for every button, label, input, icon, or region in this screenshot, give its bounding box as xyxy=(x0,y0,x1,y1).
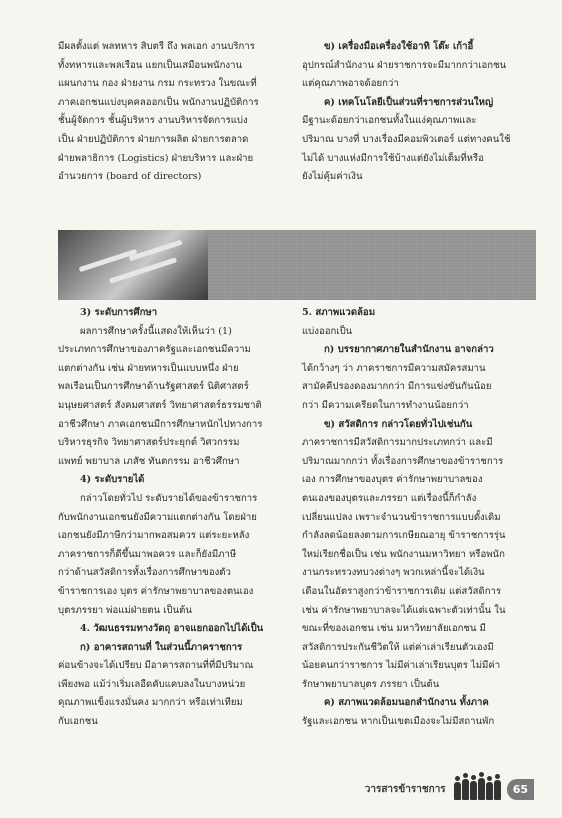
text-line: เดือนในอัตราสูงกว่าข้าราชการเดิม แต่สวัสดิการ xyxy=(302,585,502,597)
text-line: ผลการศึกษาครั้งนี้แสดงให้เห็นว่า (1) xyxy=(80,325,232,337)
photo-band xyxy=(58,230,536,300)
text-line: เอง การศึกษาของบุตร ค่ารักษาพยาบาลของ xyxy=(302,474,483,486)
item-a-line: ก) บรรยากาศภายในสำนักงาน อาจกล่าว xyxy=(324,344,494,356)
section-heading: 3) ระดับการศึกษา xyxy=(80,307,158,318)
text-line: ทั้งทหารและพลเรือน แยกเป็นเสมือนพนักงาน xyxy=(58,59,243,71)
text-line: แต่คุณภาพอาจด้อยกว่า xyxy=(302,78,399,90)
text-line: ขณะที่ของเอกชน เช่น มหาวิทยาลัยเอกชน มี xyxy=(302,623,486,635)
text-line: อุปกรณ์สำนักงาน ฝ่ายราชการจะมีมากกว่าเอกชน xyxy=(302,59,507,71)
text-line: เป็น ฝ่ายปฏิบัติการ ฝ่ายการผลิต ฝ่ายการตลาด xyxy=(58,133,249,145)
text-line: กับพนักงานเอกชนยังมีความแตกต่างกัน โดยฝ่าย xyxy=(58,511,257,523)
text-line: น้อยคนกว่าราชการ ไม่มีค่าเล่าเรียนบุตร ไม่มีค่า xyxy=(302,660,501,672)
text-line: ปริมาณ บางที่ บางเรื่องมีคอมพิวเตอร์ แต่ทางคนใช้ xyxy=(302,133,511,145)
text-line: สวัสดิการประกันชีวิตให้ แต่ค่าเล่าเรียนตัวเองมี xyxy=(302,641,494,653)
journal-name: วารสารข้าราชการ xyxy=(364,783,446,795)
page-number: 65 xyxy=(507,779,534,800)
text-line: อำนวยการ (board of directors) xyxy=(58,171,202,183)
item-c-line: ค) เทคโนโลยีเป็นส่วนที่ราชการส่วนใหญ่ xyxy=(324,96,494,108)
text-line: ค่อนข้างจะได้เปรียบ มีอาคารสถานที่ที่มีปริมาณ xyxy=(58,660,254,672)
bottom-left-column xyxy=(58,304,290,732)
hands-photo xyxy=(58,230,208,300)
text-line: กำลังลดน้อยลงตามการเกษียณอายุ ข้าราชการรุ่น xyxy=(302,530,506,542)
text-line: ชั้นผู้จัดการ ชั้นผู้บริหาร งานบริหารจัดการแบ่ง xyxy=(58,115,248,127)
text-line: เปลี่ยนแปลง เพราะจำนวนข้าราชการแบบดั้งเดิม xyxy=(302,511,501,523)
text-line: เช่น ค่ารักษาพยาบาลจะได้แต่เฉพาะตัวเท่านั้น ใน xyxy=(302,604,506,616)
textured-photo xyxy=(208,230,536,300)
section-heading: 4. วัฒนธรรมทางวัตถุ อาจแยกออกไปได้เป็น xyxy=(80,623,264,635)
text-line: มนุษยศาสตร์ สังคมศาสตร์ วิทยาศาสตร์ธรรมชาติ xyxy=(58,399,262,411)
text-line: อาชีวศึกษา ภาคเอกชนมีการศึกษาหนักไปทางการ xyxy=(58,418,263,430)
text-line: กว่า มีความเครียดในการทำงานน้อยกว่า xyxy=(302,399,469,411)
text-line: บุตรภรรยา พ่อแม่ฝ่ายตน เป็นต้น xyxy=(58,604,192,616)
bottom-right-column xyxy=(302,304,534,732)
text-line: รักษาพยาบาลบุตร ภรรยา เป็นต้น xyxy=(302,678,440,690)
text-line: สามัคคีปรองดองมากกว่า มีการแข่งขันกันน้อย xyxy=(302,381,492,393)
text-line: กล่าวโดยทั่วไป ระดับรายได้ของข้าราชการ xyxy=(80,492,258,504)
text-line: ปริมาณมากกว่า ทั้งเรื่องการศึกษาของข้าราชการ xyxy=(302,455,504,467)
text-line: งานกระทรวงทบวงต่างๆ พวกเหล่านี้จะได้เงิน xyxy=(302,567,485,579)
text-line: ใหม่เรียกชื่อเป็น เช่น พนักงานมหาวิทยา หรือพนัก xyxy=(302,548,505,560)
section-heading: 5. สภาพแวดล้อม xyxy=(302,307,376,318)
text-line: กับเอกชน xyxy=(58,716,98,728)
text-line: มีฐานะด้อยกว่าเอกชนทั้งในแง่คุณภาพและ xyxy=(302,115,477,127)
text-line: คุณภาพแข็งแรงมั่นคง มากกว่า หรือเท่าเทียม xyxy=(58,697,243,709)
section-heading: 4) ระดับรายได้ xyxy=(80,474,145,486)
text-line: แตกต่างกัน เช่น ฝ่ายทหารเป็นแบบหนึ่ง ฝ่าย xyxy=(58,362,239,374)
page-footer xyxy=(365,776,534,802)
text-line: ยังไม่คุ้มค่าเงิน xyxy=(302,171,363,183)
top-right-column xyxy=(302,38,534,187)
text-line: บริหารธุรกิจ วิทยาศาสตร์ประยุกต์ วิศวกรรม xyxy=(58,437,240,449)
item-b-line: ข) สวัสดิการ กล่าวโดยทั่วไปเช่นกัน xyxy=(324,418,473,430)
item-b-line: ข) เครื่องมือเครื่องใช้อาทิ โต๊ะ เก้าอี้ xyxy=(324,41,474,52)
text-line: พลเรือนเป็นการศึกษาด้านรัฐศาสตร์ นิติศาสตร์ xyxy=(58,381,249,393)
text-line: กว่าด้านสวัสดิการทั้งเรื่องการศึกษาของตัว xyxy=(58,567,231,579)
text-line: มีผลตั้งแต่ พลทหาร สิบตรี ถึง พลเอก งานบริการ xyxy=(58,41,255,52)
item-a-line: ก) อาคารสถานที่ ในส่วนนี้ภาคราชการ xyxy=(80,641,243,653)
text-line: รัฐและเอกชน หากเป็นเขตเมืองจะไม่มีสถานพัก xyxy=(302,716,495,728)
text-line: แพทย์ พยาบาล เภสัช ทันตกรรม อาชีวศึกษา xyxy=(58,455,240,467)
text-line: ภาคราชการก็ดีขึ้นมาพอควร และก็ยังมีภาษี xyxy=(58,548,237,560)
text-line: ตนเองของบุตรและภรรยา แต่เรื่องนี้ก็กำลัง xyxy=(302,492,477,504)
item-c-line: ค) สภาพแวดล้อมนอกสำนักงาน ทั้งภาค xyxy=(324,697,489,709)
top-left-column xyxy=(58,38,290,187)
text-line: เอกชนยังมีภาษีกว่ามากพอสมควร แต่ระยะหลัง xyxy=(58,530,250,542)
text-line: เพียงพอ แม้ว่าเริ่มเลอืดคับแคบลงในบางหน่วย xyxy=(58,678,246,690)
text-line: ภาคเอกชนแบ่งบุคคลออกเป็น พนักงานปฏิบัติการ xyxy=(58,96,259,108)
people-icon xyxy=(454,778,501,800)
text-line: ข้าราชการเอง บุตร ค่ารักษาพยาบาลของตนเอง xyxy=(58,585,254,597)
text-line: ได้กว้างๆ ว่า ภาคราชการมีความสมัครสมาน xyxy=(302,362,486,374)
text-line: ภาคราชการมีสวัสดิการมากประเภทกว่า และมี xyxy=(302,437,493,449)
text-line: ประเภทการศึกษาของภาครัฐและเอกชนมีความ xyxy=(58,344,251,356)
text-line: ฝ่ายพลาธิการ (Logistics) ฝ่ายบริหาร และฝ่าย xyxy=(58,152,254,164)
text-line: แผนกงาน กอง ฝ่ายงาน กรม กระทรวง ในขณะที่ xyxy=(58,78,257,90)
text-line: ไม่ได้ บางแห่งมีการใช้บ้างแต่ยังไม่เต็มที่หรือ xyxy=(302,152,484,164)
text-line: แบ่งออกเป็น xyxy=(302,325,353,337)
